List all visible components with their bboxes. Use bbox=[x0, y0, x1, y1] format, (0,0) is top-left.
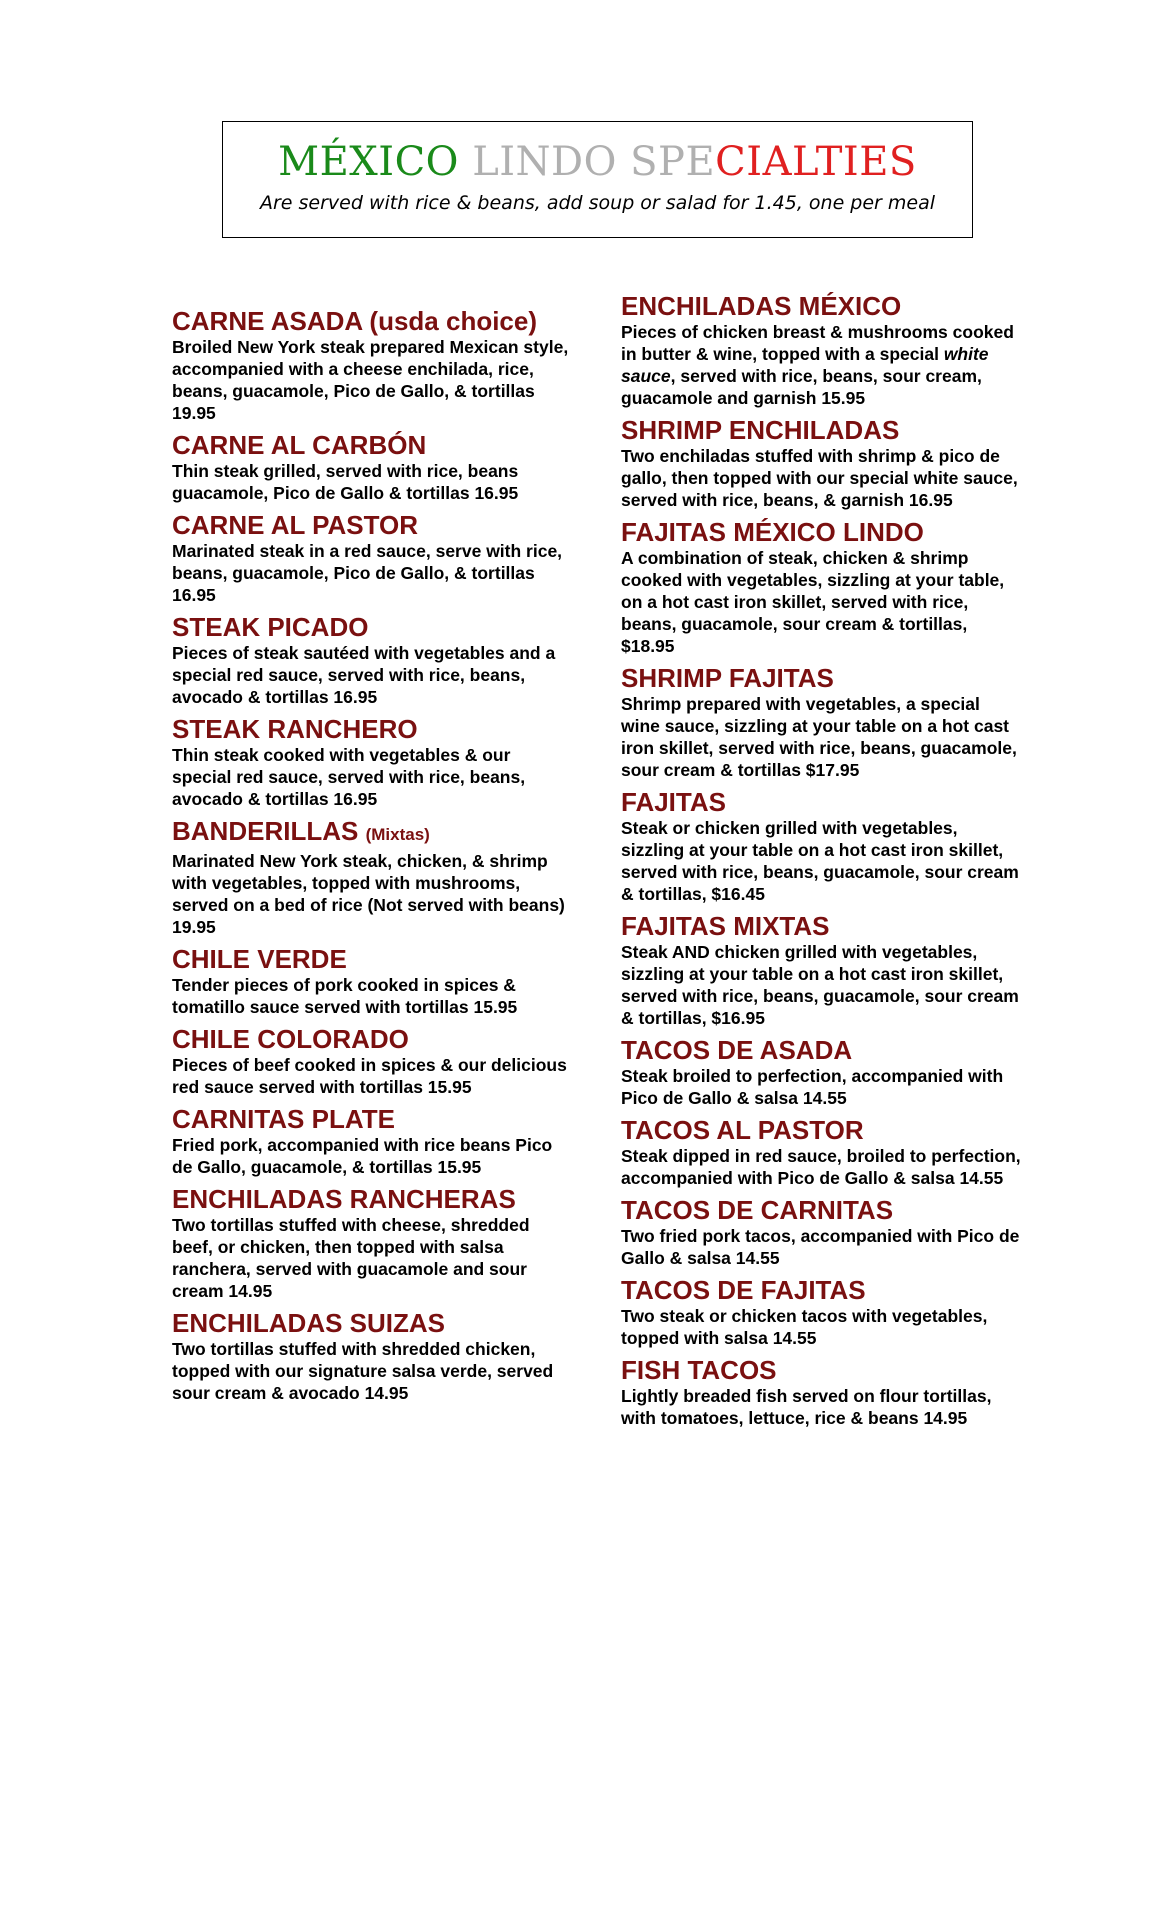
menu-item-description: Steak broiled to perfection, accompanied with Pico de Gallo & salsa 14.55 bbox=[621, 1066, 1004, 1108]
menu-item-description-part: Pieces of chicken breast & mushrooms cooked in butter & wine, topped with a special bbox=[621, 322, 1014, 364]
menu-item-name-text: FISH TACOS bbox=[621, 1355, 777, 1385]
menu-item-name-text: STEAK RANCHERO bbox=[172, 714, 418, 744]
menu-item-name-text: FAJITAS MÉXICO LINDO bbox=[621, 517, 924, 547]
menu-item-fish-tacos bbox=[621, 1355, 1021, 1429]
menu-item-name bbox=[621, 1035, 1021, 1065]
page-title bbox=[223, 138, 972, 186]
menu-item-description: Tender pieces of pork cooked in spices & tomatillo sauce served with tortillas 15.95 bbox=[172, 975, 518, 1017]
menu-item-description: Two fried pork tacos, accompanied with Pico de Gallo & salsa 14.55 bbox=[621, 1226, 1020, 1268]
menu-item-name-text: CHILE VERDE bbox=[172, 944, 347, 974]
menu-item-name bbox=[172, 430, 572, 460]
menu-item-description: Marinated steak in a red sauce, serve with rice, beans, guacamole, Pico de Gallo, & tortillas 16.95 bbox=[172, 541, 563, 605]
menu-item-description: Pieces of beef cooked in spices & our delicious red sauce served with tortillas 15.95 bbox=[172, 1055, 567, 1097]
menu-item-description bbox=[621, 321, 1021, 409]
menu-item-name-text: FAJITAS MIXTAS bbox=[621, 911, 830, 941]
menu-item-name bbox=[621, 1115, 1021, 1145]
menu-item-shrimp-fajitas bbox=[621, 663, 1021, 781]
menu-item-banderillas bbox=[172, 816, 572, 938]
menu-item-description: A combination of steak, chicken & shrimp cooked with vegetables, sizzling at your table, on a hot cast iron skillet, served with rice, beans, guacamole, sour cream & tortillas, $18.95 bbox=[621, 548, 1005, 656]
menu-item-name bbox=[621, 1355, 1021, 1385]
title-part-lindo: LINDO SPE bbox=[472, 139, 716, 185]
title-part-cialties: CIALTIES bbox=[715, 139, 917, 185]
menu-item-name-text: SHRIMP ENCHILADAS bbox=[621, 415, 900, 445]
menu-item-name-text: CARNE ASADA (usda choice) bbox=[172, 306, 538, 336]
menu-item-enchiladas-mexico bbox=[621, 291, 1021, 409]
menu-item-name-suffix: (Mixtas) bbox=[365, 825, 430, 844]
menu-item-name bbox=[172, 306, 572, 336]
menu-item-name-text: ENCHILADAS MÉXICO bbox=[621, 291, 902, 321]
menu-item-description: Two steak or chicken tacos with vegetables, topped with salsa 14.55 bbox=[621, 1306, 988, 1348]
menu-item-description-part: , served with rice, beans, sour cream, guacamole and garnish 15.95 bbox=[621, 366, 982, 408]
menu-item-description: Two tortillas stuffed with cheese, shredded beef, or chicken, then topped with salsa ranchera, served with guacamole and sour cream 14.95 bbox=[172, 1215, 530, 1301]
menu-item-tacos-de-carnitas bbox=[621, 1195, 1021, 1269]
menu-item-name-text: TACOS DE CARNITAS bbox=[621, 1195, 894, 1225]
menu-item-description: Steak dipped in red sauce, broiled to perfection, accompanied with Pico de Gallo & salsa 14.55 bbox=[621, 1146, 1021, 1188]
menu-item-carne-asada-usda-choice bbox=[172, 306, 572, 424]
menu-item-name bbox=[172, 1024, 572, 1054]
menu-item-name-text: STEAK PICADO bbox=[172, 612, 369, 642]
menu-item-description: Fried pork, accompanied with rice beans Pico de Gallo, guacamole, & tortillas 15.95 bbox=[172, 1135, 553, 1177]
page-subtitle: Are served with rice & beans, add soup or salad for 1.45, one per meal bbox=[259, 192, 936, 214]
menu-item-description: Thin steak grilled, served with rice, beans guacamole, Pico de Gallo & tortillas 16.95 bbox=[172, 461, 519, 503]
menu-item-name-text: ENCHILADAS SUIZAS bbox=[172, 1308, 446, 1338]
menu-item-name bbox=[172, 1184, 572, 1214]
menu-item-description: Broiled New York steak prepared Mexican style, accompanied with a cheese enchilada, rice, beans, guacamole, Pico de Gallo, & tortillas 19.95 bbox=[172, 337, 569, 423]
menu-item-description: Pieces of steak sautéed with vegetables and a special red sauce, served with rice, beans, avocado & tortillas 16.95 bbox=[172, 643, 556, 707]
menu-item-name bbox=[621, 415, 1021, 445]
menu-item-enchiladas-rancheras bbox=[172, 1184, 572, 1302]
menu-item-name bbox=[621, 1275, 1021, 1305]
menu-item-name bbox=[172, 612, 572, 642]
menu-item-shrimp-enchiladas bbox=[621, 415, 1021, 511]
menu-item-name bbox=[621, 291, 1021, 321]
menu-item-name-text: CHILE COLORADO bbox=[172, 1024, 409, 1054]
menu-item-description: Two enchiladas stuffed with shrimp & pico de gallo, then topped with our special white sauce, served with rice, beans, & garnish 16.95 bbox=[621, 446, 1018, 510]
menu-item-chile-colorado bbox=[172, 1024, 572, 1098]
menu-item-name bbox=[621, 1195, 1021, 1225]
menu-item-carne-al-carbon bbox=[172, 430, 572, 504]
menu-item-name bbox=[172, 1104, 572, 1134]
menu-item-enchiladas-suizas bbox=[172, 1308, 572, 1404]
menu-item-description: Thin steak cooked with vegetables & our special red sauce, served with rice, beans, avocado & tortillas 16.95 bbox=[172, 745, 526, 809]
menu-item-steak-ranchero bbox=[172, 714, 572, 810]
menu-item-name-text: FAJITAS bbox=[621, 787, 726, 817]
menu-item-name-text: SHRIMP FAJITAS bbox=[621, 663, 834, 693]
menu-item-name-text: CARNE AL PASTOR bbox=[172, 510, 419, 540]
menu-item-fajitas-mexico-lindo bbox=[621, 517, 1021, 657]
menu-item-description: Shrimp prepared with vegetables, a special wine sauce, sizzling at your table on a hot cast iron skillet, served with rice, beans, guacamole, sour cream & tortillas $17.95 bbox=[621, 694, 1017, 780]
menu-item-tacos-de-asada bbox=[621, 1035, 1021, 1109]
menu-item-chile-verde bbox=[172, 944, 572, 1018]
menu-item-steak-picado bbox=[172, 612, 572, 708]
menu-item-name bbox=[621, 663, 1021, 693]
menu-item-name bbox=[621, 911, 1021, 941]
menu-item-name-text: TACOS DE FAJITAS bbox=[621, 1275, 866, 1305]
menu-item-name bbox=[172, 1308, 572, 1338]
menu-item-name-text: TACOS AL PASTOR bbox=[621, 1115, 864, 1145]
menu-item-description: Marinated New York steak, chicken, & shrimp with vegetables, topped with mushrooms, served on a bed of rice (Not served with beans) 19.95 bbox=[172, 851, 565, 937]
menu-item-description: Lightly breaded fish served on flour tortillas, with tomatoes, lettuce, rice & beans 14.95 bbox=[621, 1386, 992, 1428]
menu-item-description: Steak AND chicken grilled with vegetables, sizzling at your table on a hot cast iron skillet, served with rice, beans, guacamole, sour cream & tortillas, $16.95 bbox=[621, 942, 1019, 1028]
menu-item-description: Two tortillas stuffed with shredded chicken, topped with our signature salsa verde, served sour cream & avocado 14.95 bbox=[172, 1339, 554, 1403]
menu-item-tacos-de-fajitas bbox=[621, 1275, 1021, 1349]
menu-item-name bbox=[172, 816, 572, 850]
menu-item-name-text: BANDERILLAS bbox=[172, 816, 359, 846]
menu-item-name-text: CARNITAS PLATE bbox=[172, 1104, 395, 1134]
menu-item-name bbox=[621, 787, 1021, 817]
right-menu-column bbox=[621, 291, 1021, 1435]
menu-item-tacos-al-pastor bbox=[621, 1115, 1021, 1189]
menu-item-description: Steak or chicken grilled with vegetables, sizzling at your table on a hot cast iron skillet, served with rice, beans, guacamole, sour cream & tortillas, $16.45 bbox=[621, 818, 1019, 904]
menu-item-name bbox=[172, 510, 572, 540]
menu-item-description-part: white sauce bbox=[621, 344, 989, 386]
menu-item-name-text: CARNE AL CARBÓN bbox=[172, 430, 427, 460]
menu-item-name bbox=[172, 714, 572, 744]
menu-item-fajitas-mixtas bbox=[621, 911, 1021, 1029]
menu-item-name bbox=[621, 517, 1021, 547]
menu-item-name bbox=[172, 944, 572, 974]
menu-item-name-text: TACOS DE ASADA bbox=[621, 1035, 853, 1065]
title-part-mexico: MÉXICO bbox=[278, 139, 473, 185]
left-menu-column bbox=[172, 306, 572, 1410]
header-box bbox=[222, 121, 973, 238]
menu-item-carnitas-plate bbox=[172, 1104, 572, 1178]
menu-item-name-text: ENCHILADAS RANCHERAS bbox=[172, 1184, 516, 1214]
menu-item-fajitas bbox=[621, 787, 1021, 905]
menu-item-carne-al-pastor bbox=[172, 510, 572, 606]
